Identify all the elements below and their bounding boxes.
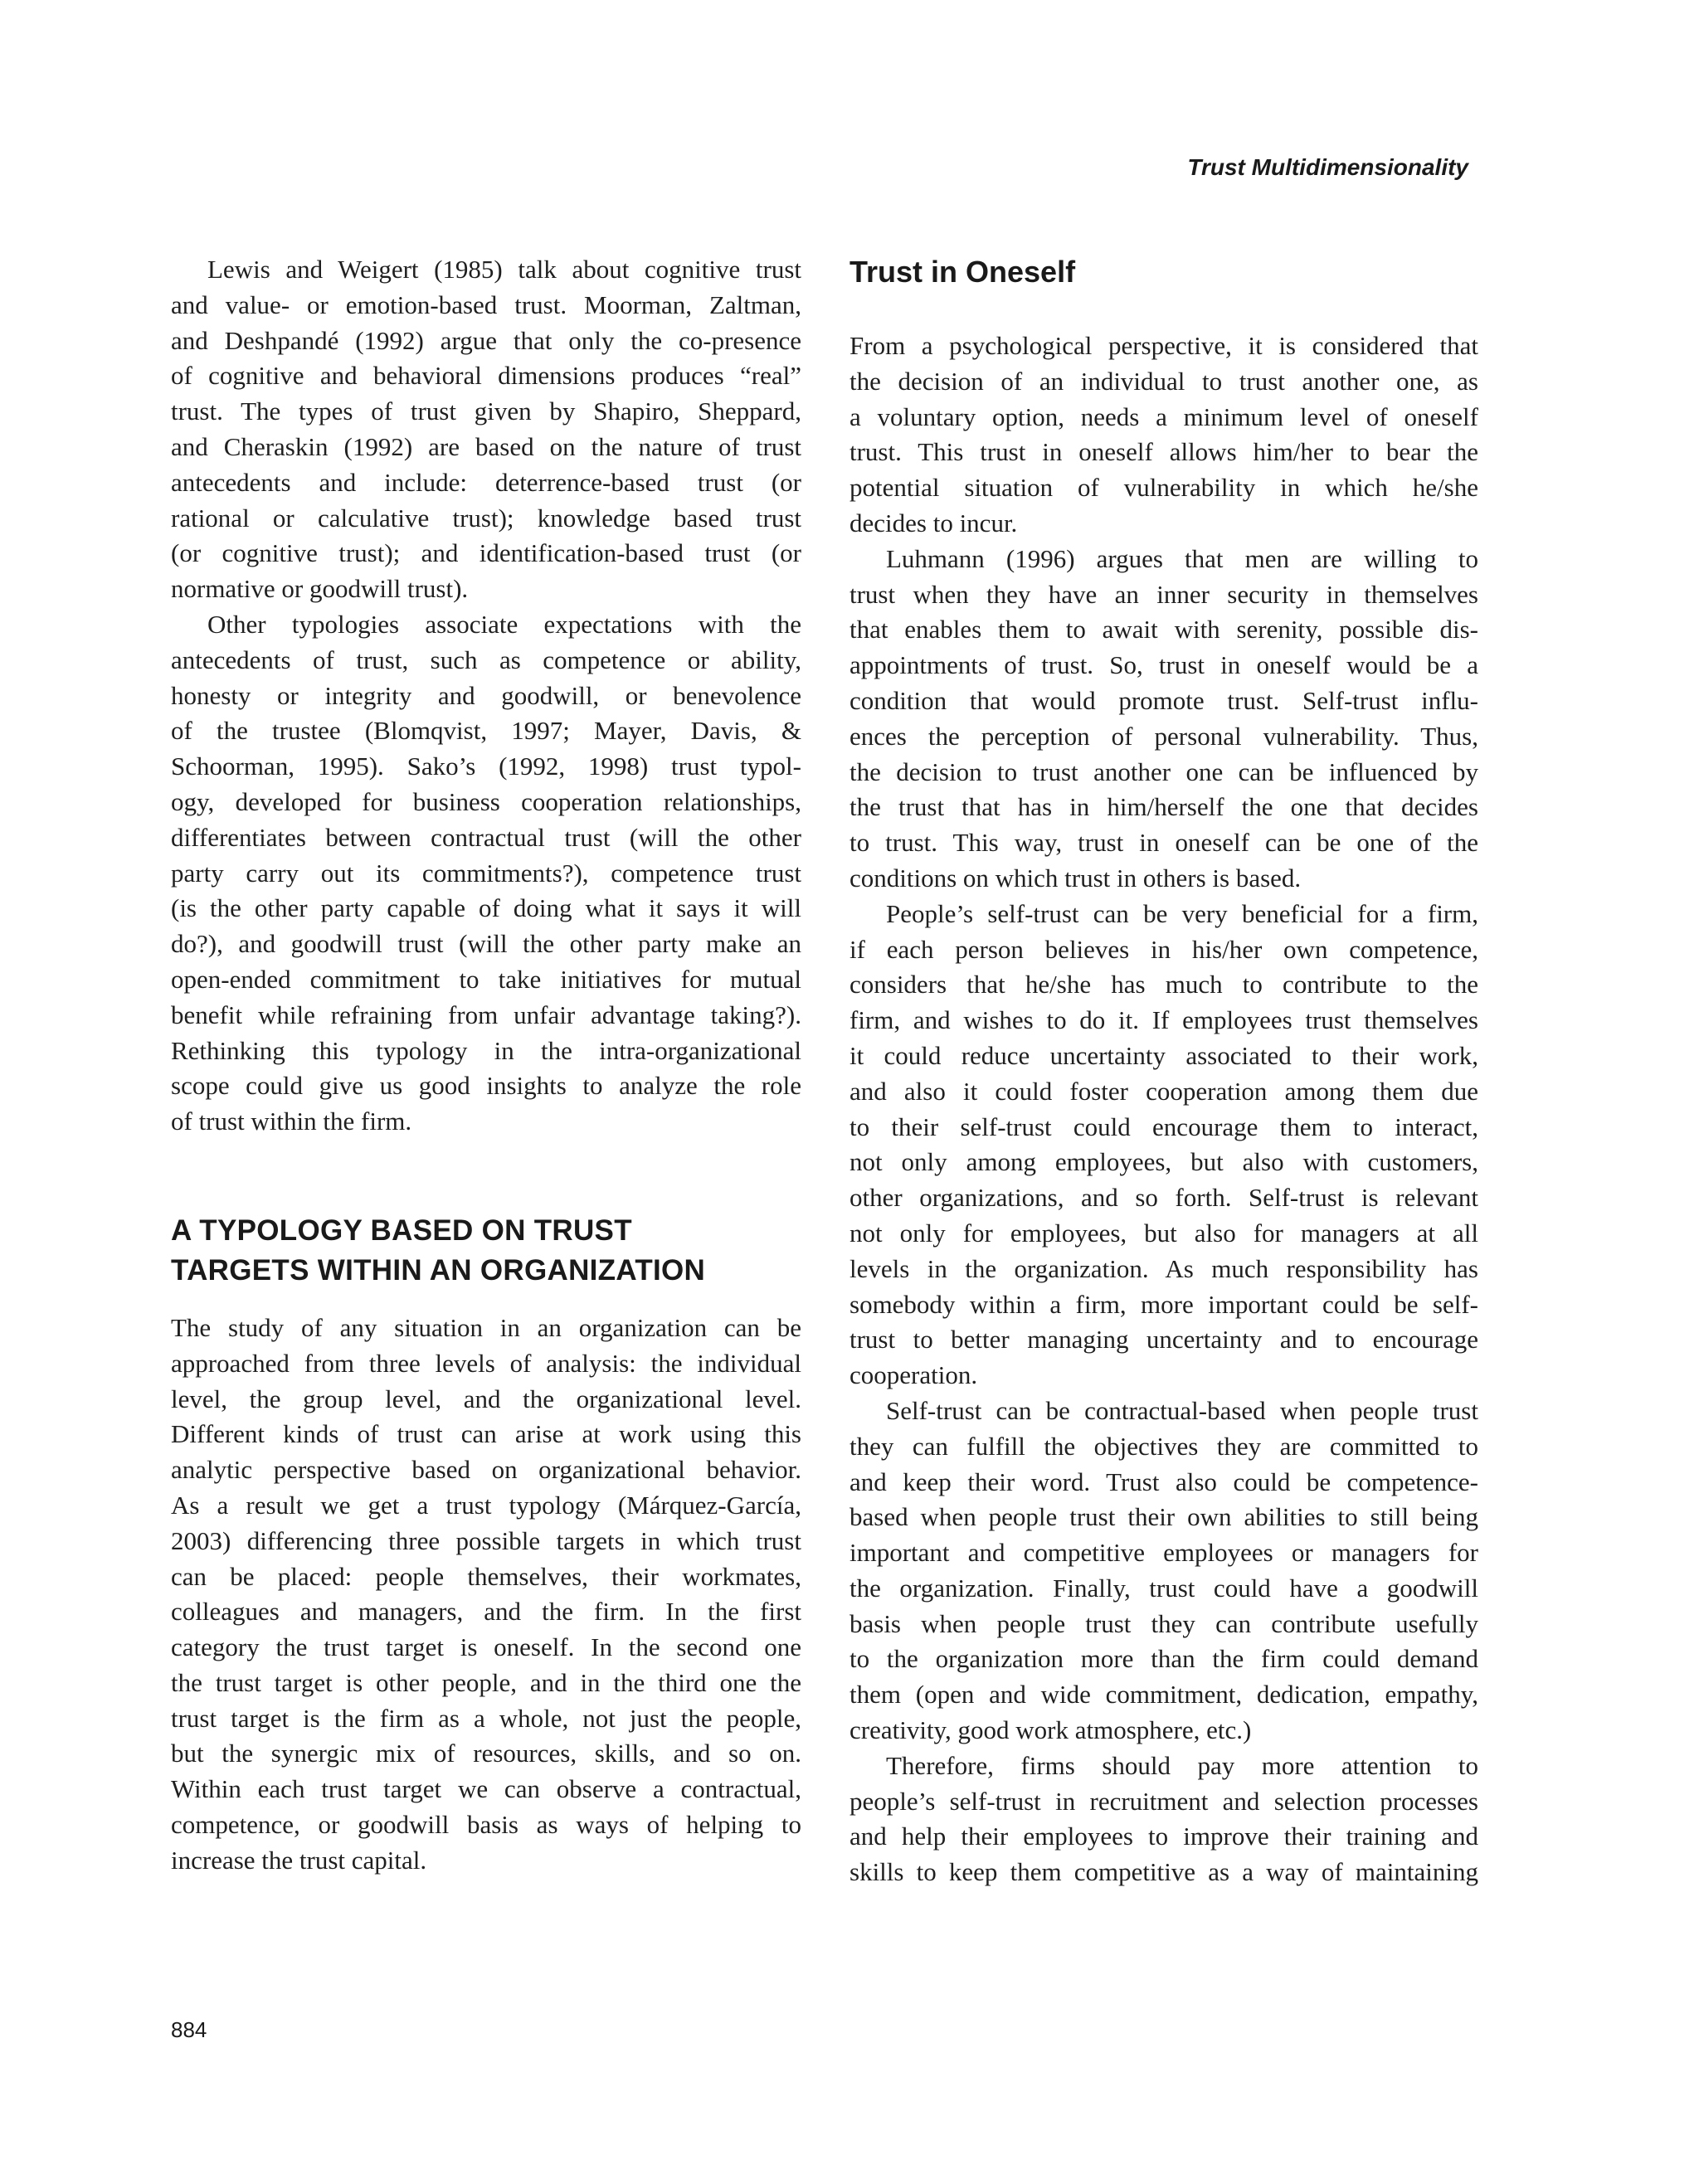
text-line: level, the group level, and the organizational level.	[171, 1384, 801, 1413]
text-line: that enables them to await with serenity, possible dis-	[850, 615, 1478, 644]
text-line: honesty or integrity and goodwill, or benevolence	[171, 680, 801, 710]
text-line: open-ended commitment to take initiatives for mutual	[171, 964, 801, 994]
text-line: somebody within a firm, more important could be self-	[850, 1289, 1478, 1319]
text-line: not only for employees, but also for managers at all	[850, 1218, 1478, 1248]
text-line: conditions on which trust in others is based.	[850, 863, 1302, 893]
text-line: party carry out its commitments?), competence trust	[171, 858, 801, 888]
text-line: benefit while refraining from unfair advantage taking?).	[171, 1000, 801, 1029]
left-column	[171, 252, 801, 1879]
text-line: to their self-trust could encourage them to interact,	[850, 1111, 1478, 1141]
text-line: antecedents of trust, such as competence or ability,	[171, 644, 801, 674]
text-line: Lewis and Weigert (1985) talk about cognitive trust	[207, 255, 801, 284]
section-heading	[171, 1211, 801, 1291]
paragraph	[850, 897, 1478, 1394]
text-line: People’s self-trust can be very beneficial for a firm,	[886, 898, 1478, 928]
text-line: the decision of an individual to trust another one, as	[850, 366, 1478, 396]
text-line: if each person believes in his/her own competence,	[850, 934, 1478, 964]
text-line: and help their employees to improve their training and	[850, 1822, 1478, 1851]
text-line: do?), and goodwill trust (will the other party make an	[171, 929, 801, 959]
text-line: important and competitive employees or managers for	[850, 1538, 1478, 1568]
text-line: considers that he/she has much to contribute to the	[850, 970, 1478, 1000]
text-line: (is the other party capable of doing what it says it will	[171, 893, 801, 923]
text-line: basis when people trust they can contribute usefully	[850, 1608, 1478, 1638]
text-line: Luhmann (1996) argues that men are willing to	[886, 543, 1478, 573]
text-line: a voluntary option, needs a minimum level of oneself	[850, 401, 1478, 431]
paragraph	[171, 1311, 801, 1879]
section-heading-line: A TYPOLOGY BASED ON TRUST	[171, 1214, 632, 1247]
text-line: based when people trust their own abilities to still being	[850, 1502, 1478, 1532]
text-line: colleagues and managers, and the firm. In the first	[171, 1597, 801, 1627]
text-line: and Cheraskin (1992) are based on the nature of trust	[171, 431, 801, 461]
text-line: creativity, good work atmosphere, etc.)	[850, 1715, 1252, 1745]
text-line: Other typologies associate expectations with the	[207, 609, 801, 639]
text-line: of trust within the firm.	[171, 1107, 412, 1136]
text-line: antecedents and include: deterrence-based trust (or	[171, 467, 801, 497]
text-line: Rethinking this typology in the intra-organizational	[171, 1035, 801, 1065]
text-line: ences the perception of personal vulnerability. Thus,	[850, 721, 1478, 751]
text-line: increase the trust capital.	[171, 1845, 427, 1875]
text-line: them (open and wide commitment, dedication, empathy,	[850, 1680, 1478, 1710]
text-line: to the organization more than the firm could demand	[850, 1644, 1478, 1674]
paragraph	[171, 607, 801, 1140]
text-line: decides to incur.	[850, 508, 1018, 537]
section-heading-line: TARGETS WITHIN AN ORGANIZATION	[171, 1253, 706, 1287]
text-line: appointments of trust. So, trust in oneself would be a	[850, 650, 1478, 680]
text-line: to trust. This way, trust in oneself can be one of the	[850, 828, 1478, 858]
text-line: levels in the organization. As much responsibility has	[850, 1253, 1478, 1283]
text-line: category the trust target is oneself. In the second one	[171, 1632, 801, 1662]
text-line: the trust that has in him/herself the one that decides	[850, 792, 1478, 822]
text-line: trust to better managing uncertainty and to encourage	[850, 1325, 1478, 1355]
text-line: and keep their word. Trust also could be competence-	[850, 1467, 1478, 1496]
text-line: people’s self-trust in recruitment and selection processes	[850, 1786, 1478, 1816]
running-header: Trust Multidimensionality	[1187, 154, 1468, 180]
text-line: ogy, developed for business cooperation relationships,	[171, 786, 801, 816]
text-line: can be placed: people themselves, their workmates,	[171, 1561, 801, 1591]
text-line: scope could give us good insights to analyze the role	[171, 1071, 801, 1101]
text-line: and also it could foster cooperation among them due	[850, 1076, 1478, 1106]
text-line: competence, or goodwill basis as ways of helping to	[171, 1810, 801, 1840]
text-line: (or cognitive trust); and identification-based trust (or	[171, 538, 801, 568]
text-line: of the trustee (Blomqvist, 1997; Mayer, Davis, &	[171, 716, 801, 746]
subsection-heading: Trust in Oneself	[850, 255, 1076, 289]
text-line: rational or calculative trust); knowledge based trust	[171, 503, 801, 533]
text-line: differentiates between contractual trust (will the other	[171, 822, 801, 852]
text-line: not only among employees, but also with customers,	[850, 1147, 1478, 1177]
text-line: The study of any situation in an organization can be	[171, 1312, 801, 1342]
text-line: potential situation of vulnerability in which he/she	[850, 473, 1478, 503]
text-line: firm, and wishes to do it. If employees trust themselves	[850, 1005, 1478, 1035]
text-line: Therefore, firms should pay more attention to	[886, 1750, 1478, 1780]
text-line: other organizations, and so forth. Self-trust is relevant	[850, 1183, 1478, 1213]
text-line: trust. The types of trust given by Shapiro, Sheppard,	[171, 396, 801, 426]
text-line: it could reduce uncertainty associated to their work,	[850, 1040, 1478, 1070]
text-line: of cognitive and behavioral dimensions produces “real”	[171, 361, 801, 391]
text-line: trust target is the firm as a whole, not just the people,	[171, 1703, 801, 1733]
text-line: trust when they have an inner security in themselves	[850, 579, 1478, 609]
text-line: normative or goodwill trust).	[171, 574, 469, 604]
text-line: Schoorman, 1995). Sako’s (1992, 1998) trust typol-	[171, 752, 801, 781]
text-line: Self-trust can be contractual-based when people trust	[886, 1395, 1478, 1425]
paragraph	[850, 542, 1478, 897]
text-line: the decision to trust another one can be influenced by	[850, 756, 1478, 786]
text-line: condition that would promote trust. Self-trust influ-	[850, 685, 1478, 715]
text-line: and Deshpandé (1992) argue that only the co-presence	[171, 325, 801, 355]
paragraph	[850, 1749, 1478, 1890]
text-line: approached from three levels of analysis: the individual	[171, 1348, 801, 1378]
text-line: the organization. Finally, trust could have a goodwill	[850, 1573, 1478, 1603]
text-line: skills to keep them competitive as a way of maintaining	[850, 1857, 1478, 1887]
text-line: and value- or emotion-based trust. Moorman, Zaltman,	[171, 289, 801, 319]
text-line: 2003) differencing three possible targets in which trust	[171, 1525, 801, 1555]
text-line: trust. This trust in oneself allows him/her to bear the	[850, 437, 1478, 467]
text-line: but the synergic mix of resources, skills, and so on.	[171, 1739, 801, 1768]
text-line: the trust target is other people, and in the third one the	[171, 1667, 801, 1697]
right-column	[850, 252, 1478, 1890]
page-number: 884	[171, 2017, 207, 2042]
paragraph	[850, 1394, 1478, 1749]
text-line: they can fulfill the objectives they are committed to	[850, 1431, 1478, 1461]
text-line: cooperation.	[850, 1360, 978, 1390]
text-line: As a result we get a trust typology (Márquez-García,	[171, 1490, 801, 1520]
paragraph	[850, 328, 1478, 542]
text-line: Within each trust target we can observe a contractual,	[171, 1774, 801, 1804]
text-line: Different kinds of trust can arise at work using this	[171, 1419, 801, 1449]
text-line: analytic perspective based on organizational behavior.	[171, 1455, 801, 1485]
text-line: From a psychological perspective, it is considered that	[850, 331, 1478, 360]
paragraph	[171, 252, 801, 607]
